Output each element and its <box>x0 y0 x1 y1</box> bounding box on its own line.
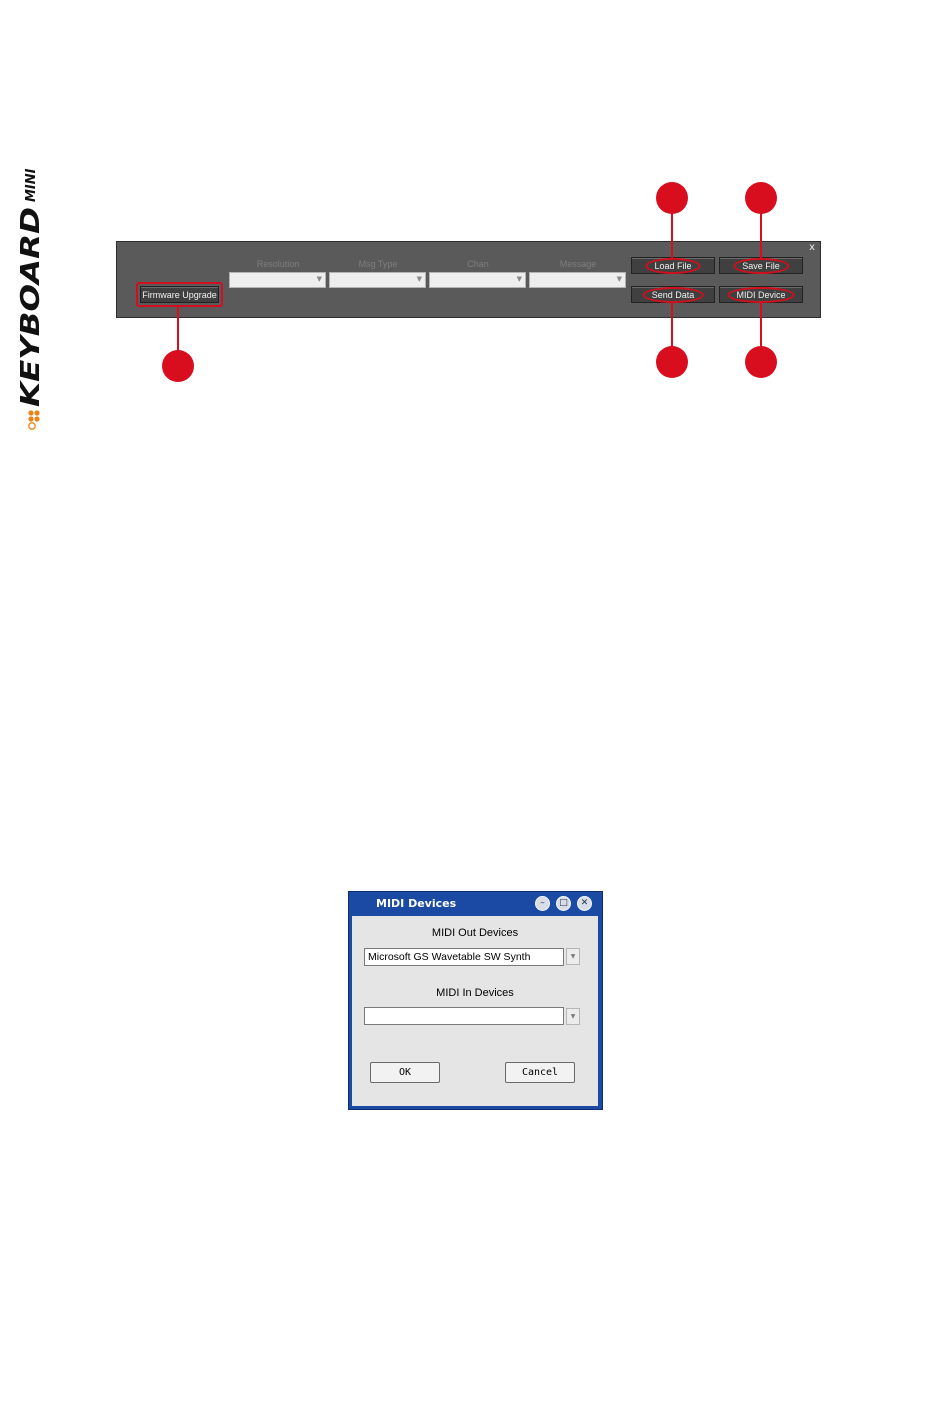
resolution-label: Resolution <box>256 259 300 269</box>
callout-line-save-file <box>760 212 762 258</box>
midi-in-label: MIDI In Devices <box>436 987 514 999</box>
midi-devices-dialog <box>348 891 603 1110</box>
callout-marker-save-file <box>745 182 777 214</box>
midi-device-label: MIDI Device <box>727 287 794 303</box>
midi-out-label: MIDI Out Devices <box>431 927 519 939</box>
dialog-title: MIDI Devices <box>376 897 457 910</box>
chevron-down-icon[interactable]: ▼ <box>566 1008 580 1025</box>
close-icon[interactable]: ✕ <box>577 896 592 911</box>
firmware-upgrade-button[interactable]: Firmware Upgrade <box>140 286 219 303</box>
send-data-label: Send Data <box>643 287 704 303</box>
send-data-button[interactable] <box>631 286 715 303</box>
msg-type-label: Msg Type <box>358 259 398 269</box>
firmware-upgrade-highlight <box>136 282 223 307</box>
maximize-icon[interactable]: □ <box>556 896 571 911</box>
midi-out-select[interactable]: Microsoft GS Wavetable SW Synth <box>364 948 564 966</box>
chevron-down-icon: ▼ <box>516 275 522 283</box>
svg-text:KEYBOARD: KEYBOARD <box>16 246 44 407</box>
callout-line-load-file <box>671 212 673 258</box>
load-file-button[interactable] <box>631 257 715 274</box>
editor-toolbar <box>116 241 821 318</box>
message-dropdown[interactable] <box>529 272 626 288</box>
dialog-titlebar[interactable] <box>349 892 602 916</box>
keyboard-mini-logo <box>4 140 44 440</box>
ok-button[interactable]: OK <box>370 1062 440 1083</box>
callout-marker-midi-device <box>745 346 777 378</box>
load-file-label: Load File <box>645 258 700 274</box>
svg-text:MINI: MINI <box>24 168 39 202</box>
callout-marker-send-data <box>656 346 688 378</box>
callout-line-midi-device <box>760 303 762 347</box>
save-file-label: Save File <box>733 258 789 274</box>
msg-type-dropdown[interactable] <box>329 272 426 288</box>
callout-marker-firmware-upgrade <box>162 350 194 382</box>
message-label: Message <box>559 259 597 269</box>
chevron-down-icon: ▼ <box>416 275 422 283</box>
logo-graphic <box>4 140 44 440</box>
chan-label: Chan <box>467 259 489 269</box>
callout-marker-load-file <box>656 182 688 214</box>
callout-line-firmware-upgrade <box>177 307 179 351</box>
minimize-icon[interactable]: – <box>535 896 550 911</box>
chan-dropdown[interactable] <box>429 272 526 288</box>
chevron-down-icon: ▼ <box>316 275 322 283</box>
midi-in-select[interactable] <box>364 1007 564 1025</box>
chevron-down-icon[interactable]: ▼ <box>566 948 580 965</box>
chevron-down-icon: ▼ <box>616 275 622 283</box>
cancel-button[interactable]: Cancel <box>505 1062 575 1083</box>
callout-line-send-data <box>671 303 673 347</box>
dialog-body <box>352 916 598 1106</box>
close-icon[interactable]: x <box>809 242 815 253</box>
resolution-dropdown[interactable] <box>229 272 326 288</box>
midi-device-button[interactable] <box>719 286 803 303</box>
save-file-button[interactable] <box>719 257 803 274</box>
